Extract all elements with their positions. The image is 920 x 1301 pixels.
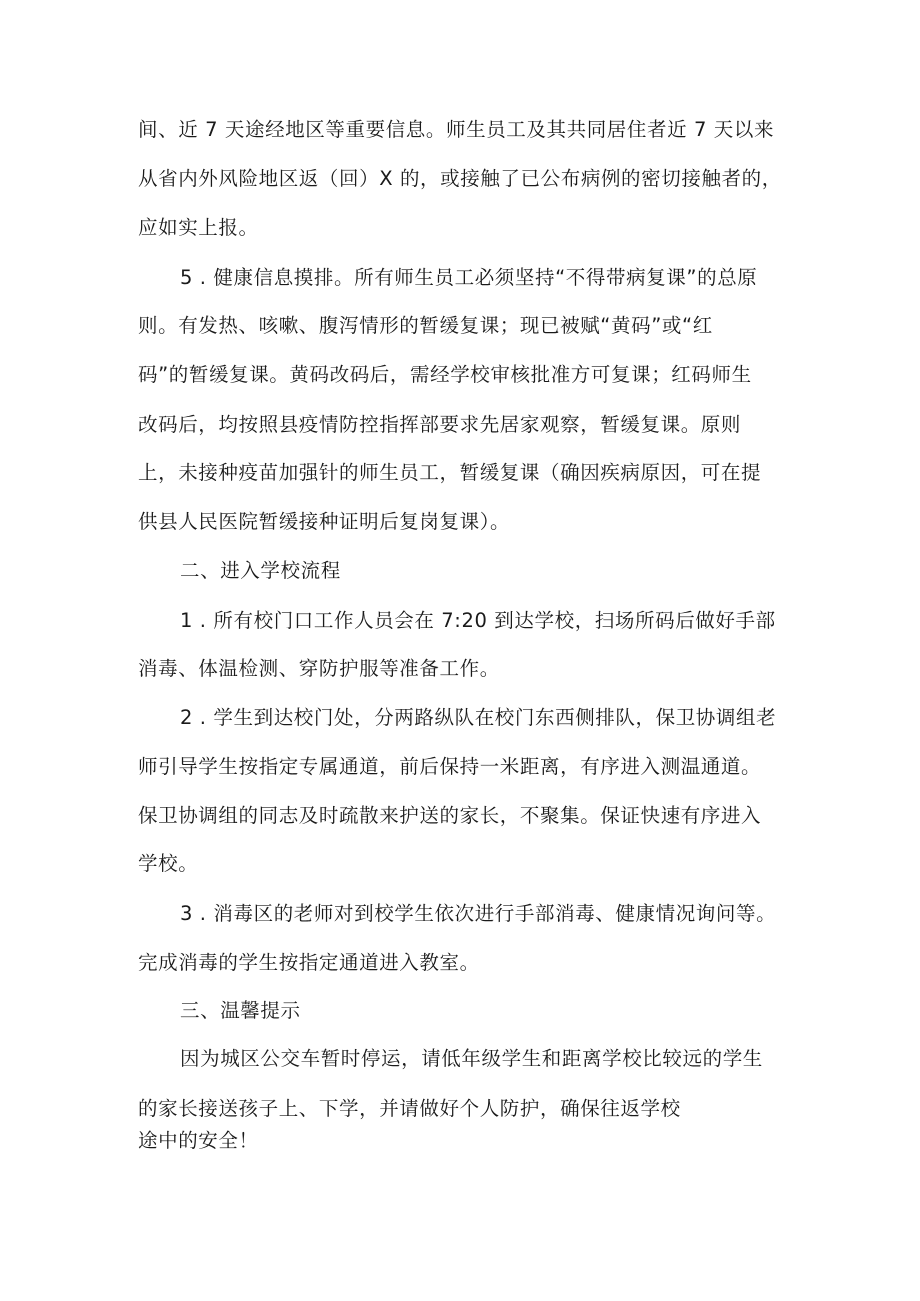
section-heading-3: 三、温馨提示	[180, 999, 301, 1022]
paragraph-line: 间、近 7 天途经地区等重要信息。师生员工及其共同居住者近 7 天以来	[138, 118, 775, 141]
paragraph-line: 途中的安全！	[138, 1129, 259, 1152]
paragraph-line: 则。有发热、咳嗽、腹泻情形的暂缓复课；现已被赋“黄码”或“红	[138, 314, 713, 337]
paragraph-line: 消毒、体温检测、穿防护服等准备工作。	[138, 657, 500, 680]
paragraph-line: 学校。	[138, 852, 199, 875]
section-heading-2: 二、进入学校流程	[180, 559, 341, 582]
paragraph-line: 码”的暂缓复课。黄码改码后，需经学校审核批准方可复课；红码师生	[138, 363, 752, 386]
item-2-line: 2 . 学生到达校门处，分两路纵队在校门东西侧排队，保卫协调组老	[180, 706, 777, 729]
item-3-line: 3 . 消毒区的老师对到校学生依次进行手部消毒、健康情况询问等。	[180, 902, 777, 925]
item-1-line: 1 . 所有校门口工作人员会在 7:20 到达学校，扫场所码后做好手部	[180, 609, 776, 632]
paragraph-line: 供县人民医院暂缓接种证明后复岗复课）。	[138, 510, 511, 533]
paragraph-line: 的家长接送孩子上、下学，并请做好个人防护，确保往返学校	[138, 1097, 681, 1120]
paragraph-line: 师引导学生按指定专属通道，前后保持一米距离，有序进入测温通道。	[138, 755, 762, 778]
item-5-line: 5 . 健康信息摸排。所有师生员工必须坚持“不得带病复课”的总原	[180, 266, 758, 289]
paragraph-line: 保卫协调组的同志及时疏散来护送的家长，不聚集。保证快速有序进入	[138, 804, 762, 827]
paragraph-line: 因为城区公交车暂时停运，请低年级学生和距离学校比较远的学生	[180, 1047, 763, 1070]
paragraph-line: 完成消毒的学生按指定通道进入教室。	[138, 951, 480, 974]
paragraph-line: 上，未接种疫苗加强针的师生员工，暂缓复课（确因疾病原因，可在提	[138, 461, 762, 484]
paragraph-line: 改码后，均按照县疫情防控指挥部要求先居家观察，暂缓复课。原则	[138, 413, 742, 436]
paragraph-line: 应如实上报。	[138, 216, 259, 239]
paragraph-line: 从省内外风险地区返（回）X 的，或接触了已公布病例的密切接触者的，	[138, 167, 782, 190]
